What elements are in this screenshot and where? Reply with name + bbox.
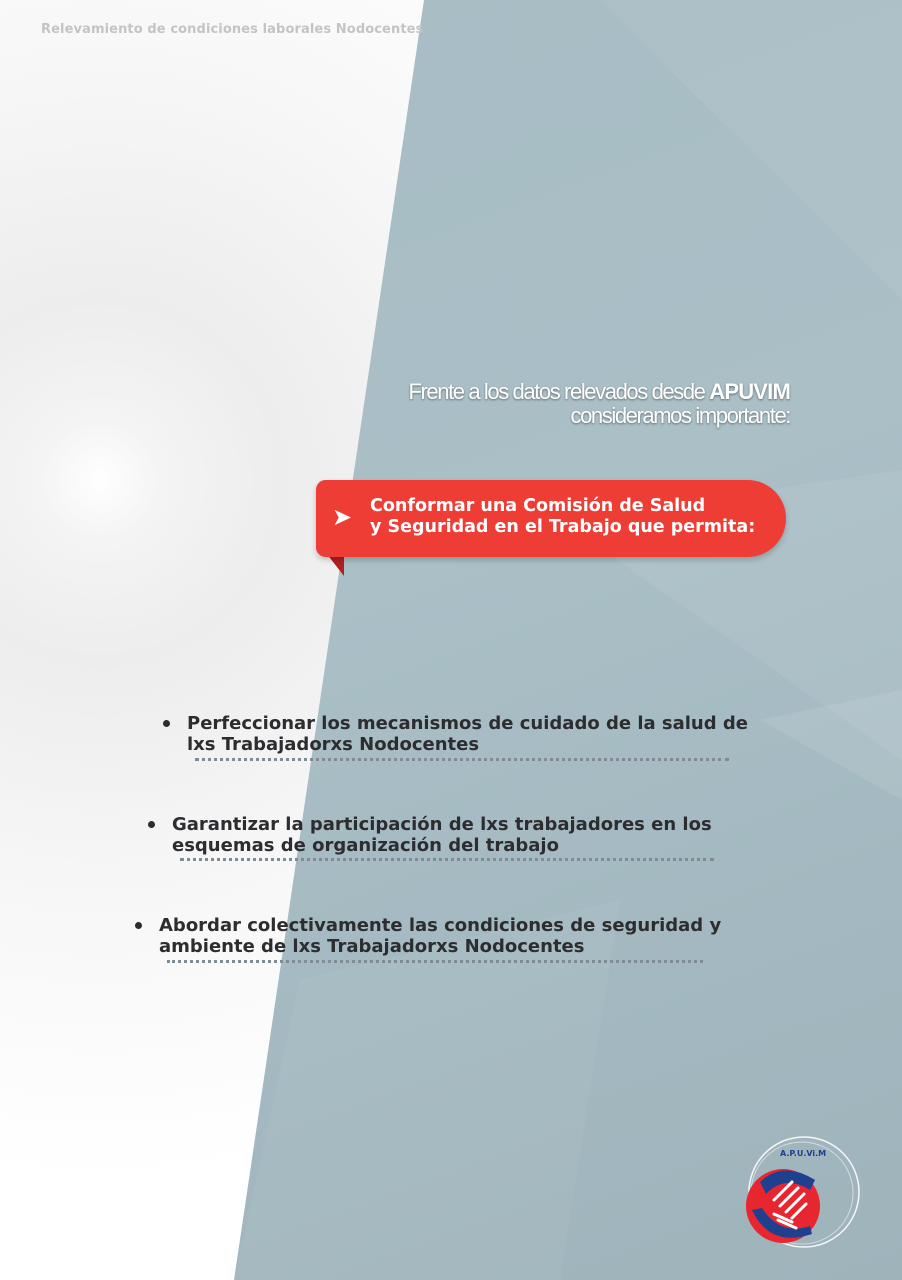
bullet-dot-icon xyxy=(163,720,170,727)
bullet-item xyxy=(172,814,712,856)
intro-line-2: consideramos importante: xyxy=(570,403,790,428)
intro-prefix: Frente a los datos relevados desde xyxy=(408,379,710,404)
bullet-line-1: Perfeccionar los mecanismos de cuidado de la salud de xyxy=(187,713,748,734)
bullet-line-2: esquemas de organización del trabajo xyxy=(172,835,559,856)
bullet-line-1: Abordar colectivamente las condiciones de seguridad y xyxy=(159,915,722,936)
dotted-underline xyxy=(180,858,714,861)
bullet-line-2: lxs Trabajadorxs Nodocentes xyxy=(187,734,480,755)
intro-line-1 xyxy=(408,380,790,404)
intro-text xyxy=(408,380,790,428)
page-header-title: Relevamiento de condiciones laborales Nodocentes xyxy=(41,22,424,37)
apuvim-logo-icon xyxy=(740,1130,862,1252)
heading-ribbon xyxy=(316,480,786,557)
arrow-right-icon: ➤ xyxy=(332,503,353,531)
bullet-item xyxy=(187,713,748,755)
bullet-line-1: Garantizar la participación de lxs trabajadores en los xyxy=(172,814,712,835)
ribbon-line-2: y Seguridad en el Trabajo que permita: xyxy=(370,517,756,537)
bullet-dot-icon xyxy=(148,821,155,828)
ribbon-text xyxy=(370,496,755,538)
bullet-item xyxy=(159,915,721,957)
logo-label: A.P.U.Vi.M xyxy=(780,1149,827,1158)
bullet-line-2: ambiente de lxs Trabajadorxs Nodocentes xyxy=(159,936,585,957)
dotted-underline xyxy=(167,960,703,963)
dotted-underline xyxy=(195,758,729,761)
ribbon-line-1: Conformar una Comisión de Salud xyxy=(370,496,706,516)
intro-brand: APUVIM xyxy=(709,379,790,404)
bullet-dot-icon xyxy=(135,922,142,929)
